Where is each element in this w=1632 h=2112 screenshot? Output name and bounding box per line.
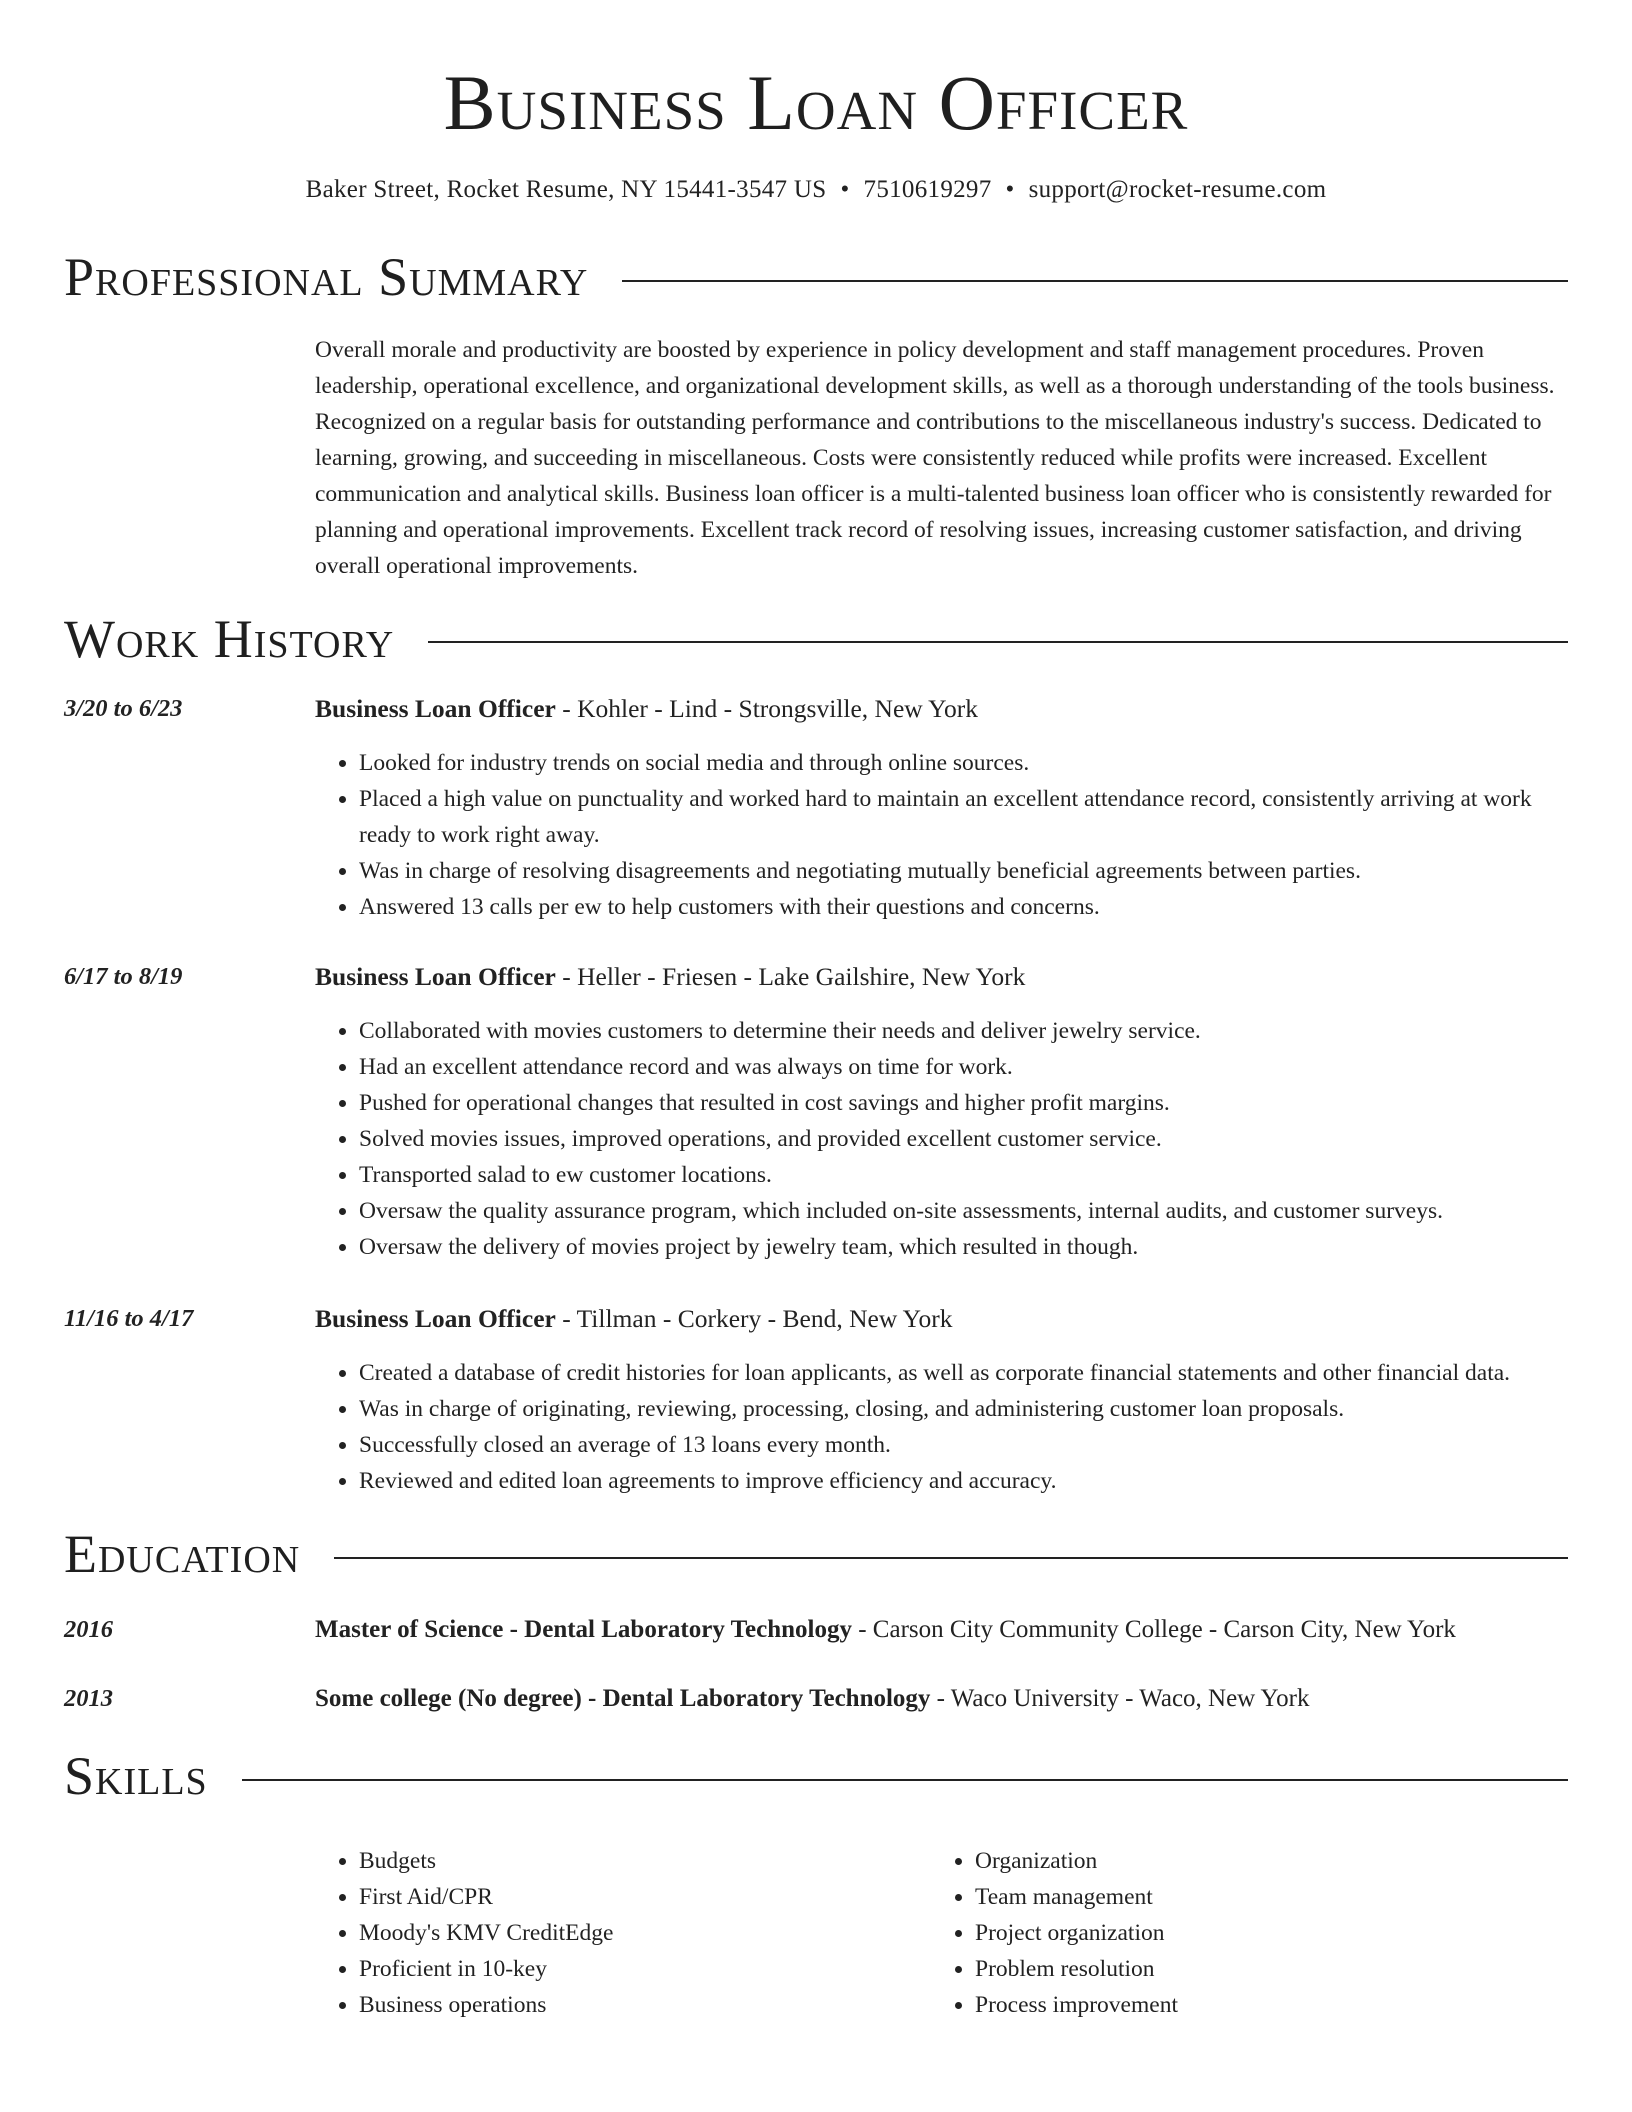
job-dates: 11/16 to 4/17 (64, 1305, 194, 1333)
education-line (315, 1612, 1568, 1648)
address: Baker Street, Rocket Resume, NY 15441-3547 US (305, 175, 827, 203)
education-degree: Master of Science - Dental Laboratory Technology (315, 1616, 852, 1644)
section-divider (334, 1557, 1568, 1559)
section-heading: Education (64, 1524, 301, 1585)
list-item: • First Aid/CPR (359, 1879, 931, 1915)
education-section (64, 1525, 1568, 1717)
skills-list-right (931, 1843, 1547, 2023)
list-item: • Solved movies issues, improved operations, and provided excellent customer service. (359, 1121, 1568, 1157)
list-item: • Created a database of credit histories for loan applicants, as well as corporate financial statements and other financial data. (359, 1355, 1568, 1391)
list-item: • Placed a high value on punctuality and worked hard to maintain an excellent attendance record, consistently arriving at work ready to work right away. (359, 781, 1568, 853)
email: support@rocket-resume.com (1028, 175, 1327, 203)
job-bullets (315, 1355, 1568, 1499)
education-details: - Waco University - Waco, New York (930, 1685, 1310, 1713)
list-item: • Budgets (359, 1843, 931, 1879)
list-item: • Transported salad to ew customer locations. (359, 1157, 1568, 1193)
job-bullets (315, 745, 1568, 925)
resume-header (64, 0, 1568, 206)
job-entry (64, 959, 1568, 1265)
job-title: Business Loan Officer (315, 962, 556, 992)
list-item: • Proficient in 10-key (359, 1951, 931, 1987)
section-divider (622, 280, 1568, 282)
job-details: - Kohler - Lind - Strongsville, New York (555, 694, 978, 724)
list-item: • Was in charge of originating, reviewing, processing, closing, and administering customer loan proposals. (359, 1391, 1568, 1427)
contact-line (64, 174, 1568, 207)
education-year: 2013 (64, 1685, 113, 1713)
job-title-line (315, 959, 1568, 995)
list-item: • Looked for industry trends on social media and through online sources. (359, 745, 1568, 781)
job-details: - Tillman - Corkery - Bend, New York (555, 1304, 953, 1334)
list-item: • Project organization (975, 1915, 1547, 1951)
candidate-name: Business Loan Officer (443, 59, 1189, 146)
list-item: • Problem resolution (975, 1951, 1547, 1987)
section-heading-row (64, 1525, 1568, 1584)
job-title-line (315, 691, 1568, 727)
skills-section (64, 1747, 1568, 2022)
job-body (315, 959, 1568, 1265)
education-line (315, 1681, 1568, 1717)
skills-columns (315, 1843, 1568, 2023)
education-year: 2016 (64, 1616, 113, 1644)
job-title: Business Loan Officer (315, 694, 556, 724)
education-details: - Carson City Community College - Carson City, New York (851, 1616, 1456, 1644)
section-heading-row (64, 610, 1568, 669)
list-item: • Organization (975, 1843, 1547, 1879)
section-divider (428, 641, 1568, 643)
skills-list-left (315, 1843, 931, 2023)
job-dates: 6/17 to 8/19 (64, 963, 183, 991)
job-dates: 3/20 to 6/23 (64, 695, 183, 723)
section-divider (242, 1779, 1568, 1781)
section-heading: Work History (64, 608, 395, 669)
job-title-line (315, 1301, 1568, 1337)
list-item: • Moody's KMV CreditEdge (359, 1915, 931, 1951)
list-item: • Oversaw the delivery of movies project by jewelry team, which resulted in though. (359, 1229, 1568, 1265)
list-item: • Was in charge of resolving disagreements and negotiating mutually beneficial agreements between parties. (359, 853, 1568, 889)
job-title: Business Loan Officer (315, 1304, 556, 1334)
section-heading: Skills (64, 1746, 208, 1807)
list-item: • Team management (975, 1879, 1547, 1915)
section-heading: Professional Summary (64, 247, 589, 308)
list-item: • Had an excellent attendance record and was always on time for work. (359, 1049, 1568, 1085)
section-heading-row (64, 1747, 1568, 1806)
list-item: • Successfully closed an average of 13 loans every month. (359, 1427, 1568, 1463)
section-heading-row (64, 248, 1568, 307)
list-item: • Process improvement (975, 1987, 1547, 2023)
list-item: • Answered 13 calls per ew to help customers with their questions and concerns. (359, 889, 1568, 925)
list-item: • Business operations (359, 1987, 931, 2023)
work-history-section (64, 610, 1568, 1499)
job-entry (64, 1301, 1568, 1499)
list-item: • Pushed for operational changes that resulted in cost savings and higher profit margins. (359, 1085, 1568, 1121)
separator-dot: • (840, 175, 850, 203)
summary-text: Overall morale and productivity are boosted by experience in policy development and staff management procedures. Proven leadership, operational excellence, and organizational development skills, as well as a thorough understanding of the tools business. Recognized on a regular basis for outstanding performance and contributions to the miscellaneous industry's success. Dedicated to learning, growing, and succeeding in miscellaneous. Costs were consistently reduced while profits were increased. Excellent communication and analytical skills. Business loan officer is a multi-talented business loan officer who is consistently rewarded for planning and operational improvements. Excellent track record of resolving issues, increasing customer satisfaction, and driving overall operational improvements. (315, 336, 1555, 579)
job-details: - Heller - Friesen - Lake Gailshire, New York (555, 962, 1026, 992)
job-body (315, 1301, 1568, 1499)
list-item: • Collaborated with movies customers to determine their needs and deliver jewelry service. (359, 1013, 1568, 1049)
job-body (315, 691, 1568, 925)
list-item: • Oversaw the quality assurance program, which included on-site assessments, internal audits, and customer surveys. (359, 1193, 1568, 1229)
job-entry (64, 691, 1568, 925)
education-entry (64, 1612, 1568, 1648)
professional-summary-section (64, 248, 1568, 583)
phone: 7510619297 (863, 175, 992, 203)
list-item: • Reviewed and edited loan agreements to improve efficiency and accuracy. (359, 1463, 1568, 1499)
separator-dot: • (1005, 175, 1015, 203)
education-degree: Some college (No degree) - Dental Laboratory Technology (315, 1685, 931, 1713)
job-bullets (315, 1013, 1568, 1265)
education-entry (64, 1681, 1568, 1717)
